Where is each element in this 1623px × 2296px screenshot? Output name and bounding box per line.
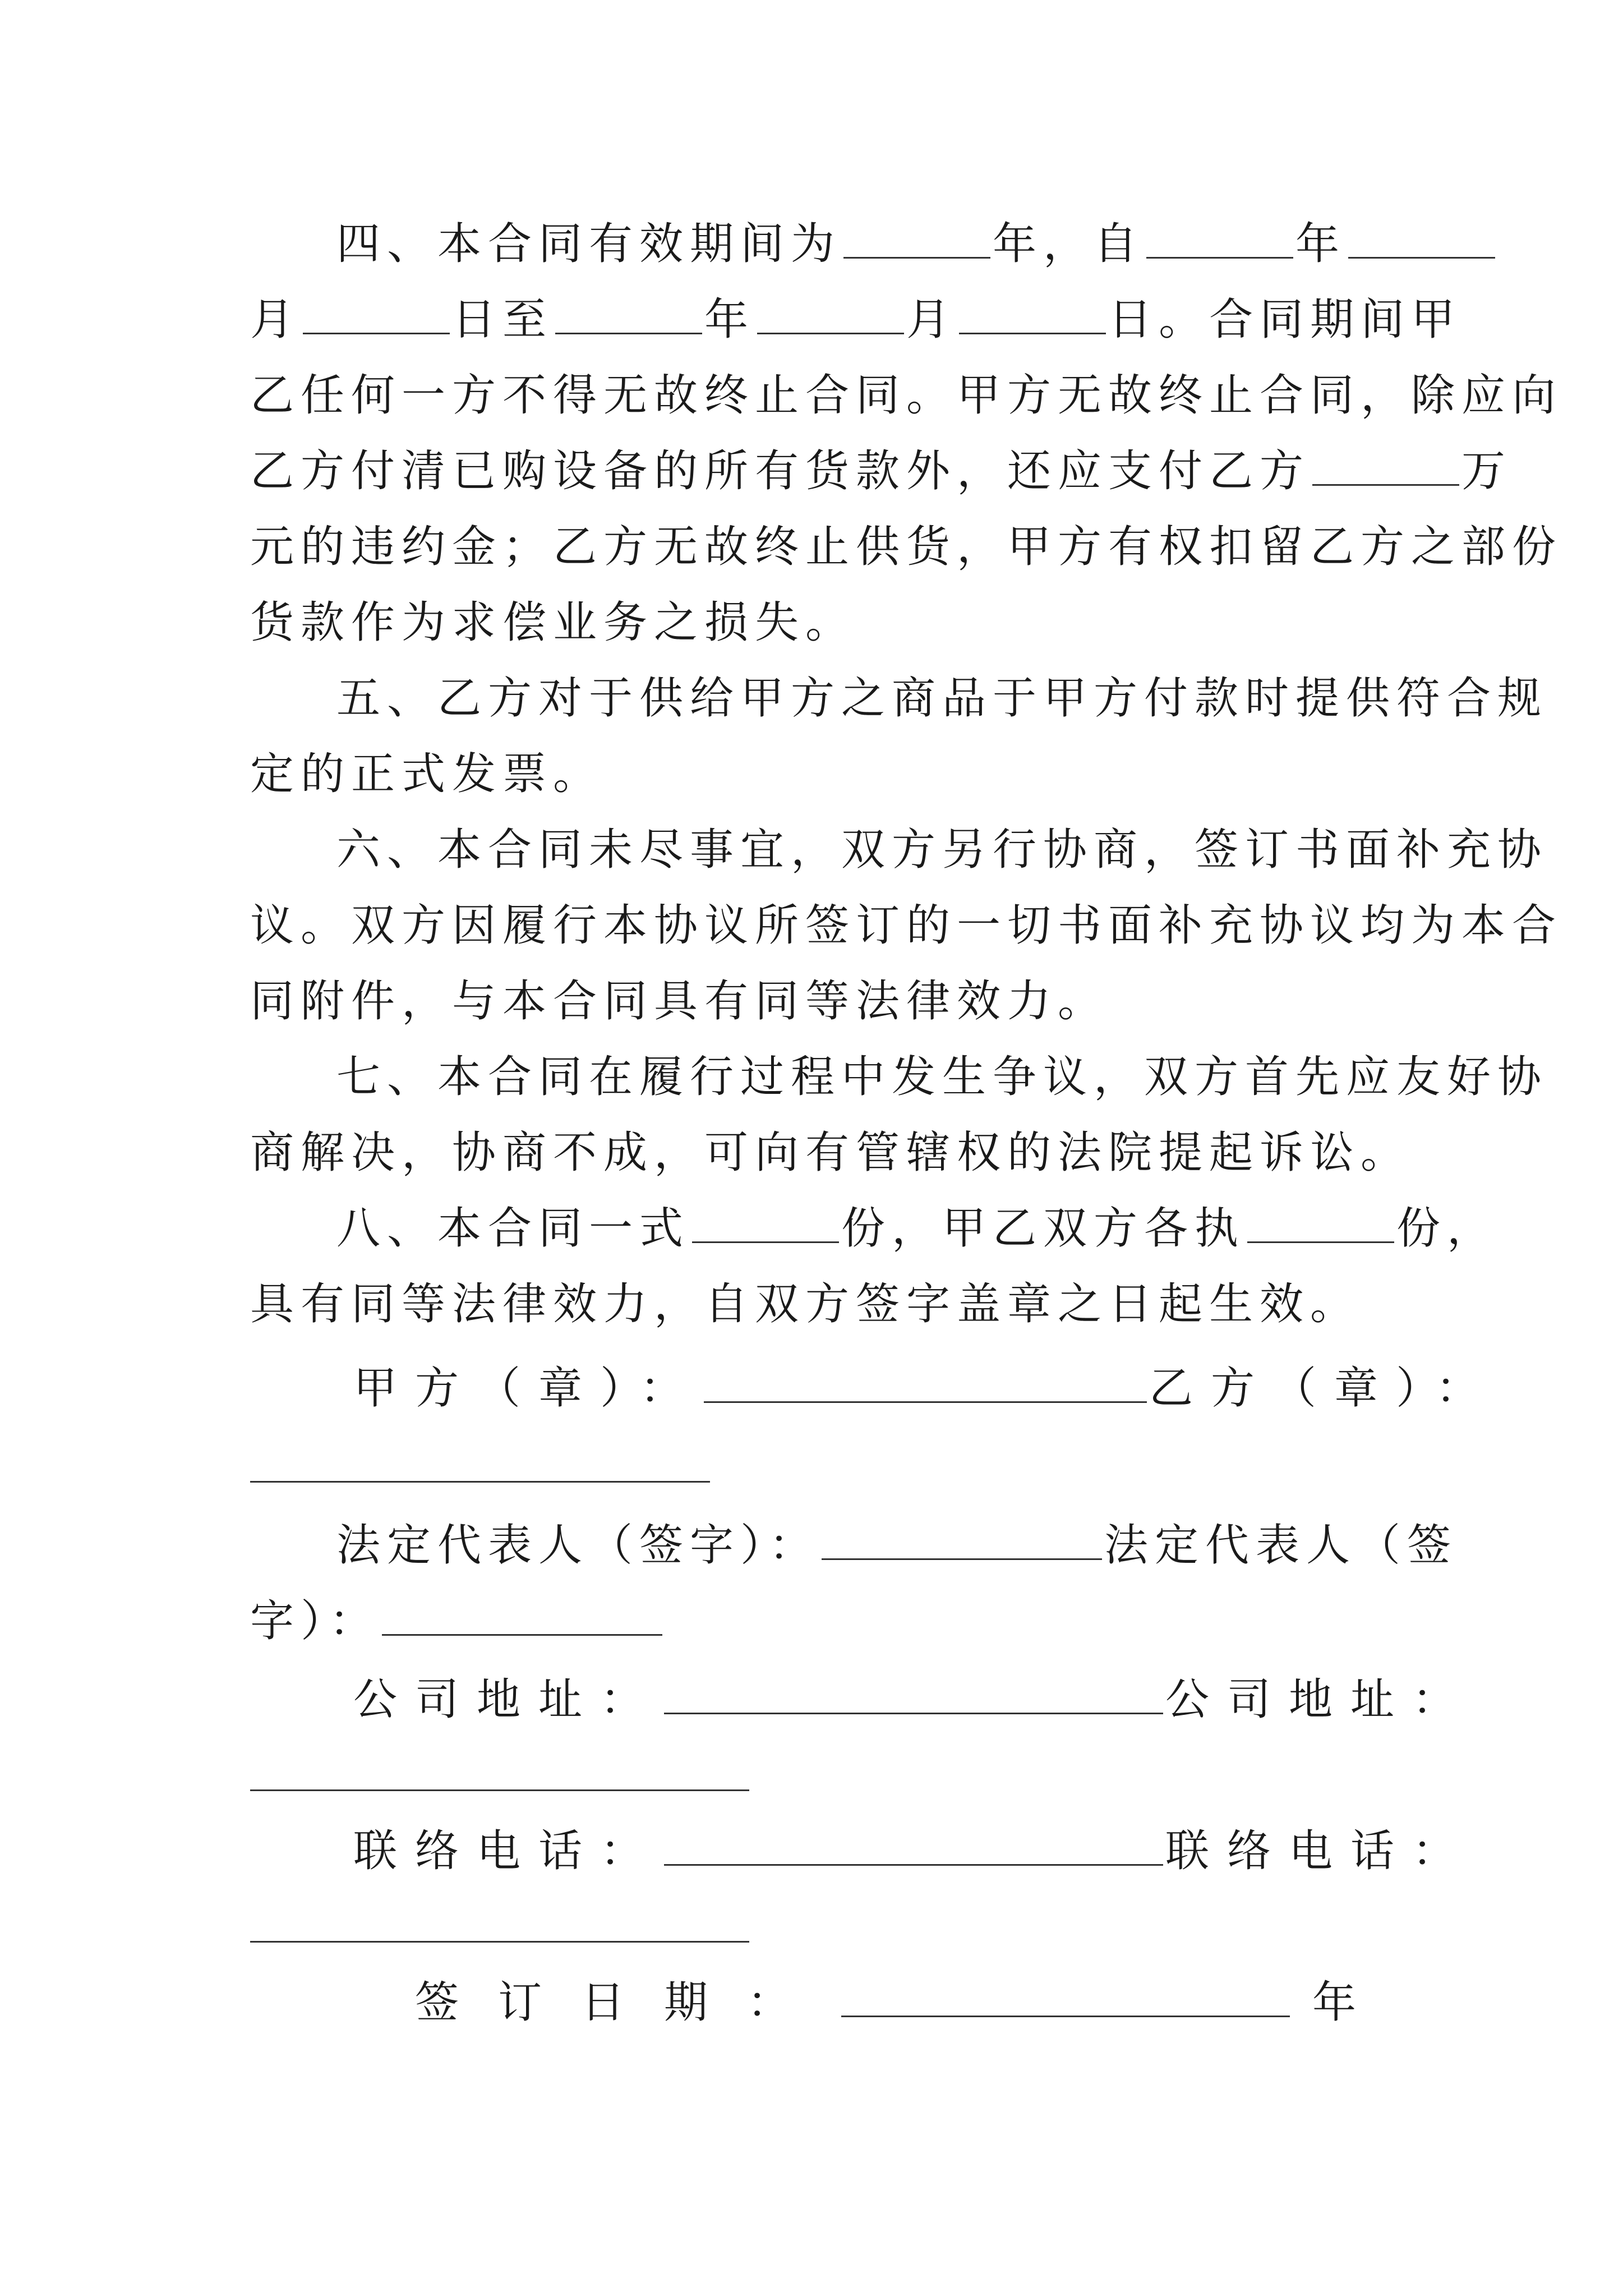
address-a-field[interactable] xyxy=(664,1679,1163,1714)
clause7-line1: 七、本合同在履行过程中发生争议，双方首先应友好协 xyxy=(336,1052,1548,1102)
legal-rep-a-field[interactable] xyxy=(822,1525,1102,1560)
copies-total-blank[interactable] xyxy=(692,1208,839,1243)
clause4-text: 四、本合同有效期间为 xyxy=(336,219,842,269)
legal-rep-b-field[interactable] xyxy=(382,1600,662,1636)
address-line xyxy=(353,1660,1474,1739)
clause4-line1: 四、本合同有效期间为 年，自 年 xyxy=(336,205,1497,283)
phone-a-label: 联络电话： xyxy=(353,1826,662,1876)
clause6-line3: 同附件，与本合同具有同等法律效力。 xyxy=(250,976,1109,1027)
clause5-line2: 定的正式发票。 xyxy=(250,749,604,799)
address-b-label: 公司地址： xyxy=(1165,1674,1474,1725)
party-b-seal-label: 乙方（章）： xyxy=(1149,1363,1498,1414)
clause6-line2: 议。双方因履行本协议所签订的一切书面补充协议均为本合 xyxy=(250,900,1563,951)
validity-years-blank[interactable] xyxy=(843,223,990,259)
clause4-line2: 月 日至 年 月 日。合同期间甲 xyxy=(250,295,1462,345)
party-a-seal-field[interactable] xyxy=(704,1368,1147,1403)
sign-date-field[interactable] xyxy=(841,1982,1290,2017)
clause8-line2: 具有同等法律效力，自双方签字盖章之日起生效。 xyxy=(250,1279,1361,1329)
clause4-line4: 乙方付清已购设备的所有货款外，还应支付乙方 万 xyxy=(250,446,1513,496)
phone-b-field[interactable] xyxy=(250,1941,749,1943)
clause4-line6: 货款作为求偿业务之损失。 xyxy=(250,597,856,648)
start-year-blank[interactable] xyxy=(1146,223,1293,259)
sign-date-line xyxy=(415,1963,1395,2042)
phone-line xyxy=(353,1812,1474,1890)
start-day-blank[interactable] xyxy=(303,299,450,334)
party-b-seal-field[interactable] xyxy=(250,1481,710,1483)
clause7-line2: 商解决，协商不成，可向有管辖权的法院提起诉讼。 xyxy=(250,1128,1412,1178)
end-year-blank[interactable] xyxy=(555,299,702,334)
clause6-line1: 六、本合同未尽事宜，双方另行协商，签订书面补充协 xyxy=(336,825,1548,875)
address-b-field[interactable] xyxy=(250,1789,749,1791)
copies-each-blank[interactable] xyxy=(1247,1208,1394,1243)
legal-rep-b-label: 法定代表人（签 xyxy=(1104,1520,1458,1571)
address-a-label: 公司地址： xyxy=(353,1674,662,1725)
penalty-amount-blank[interactable] xyxy=(1312,450,1459,486)
sign-date-label: 签订日期： xyxy=(415,1977,831,2028)
end-day-blank[interactable] xyxy=(959,299,1106,334)
end-month-blank[interactable] xyxy=(757,299,904,334)
phone-b-label: 联络电话： xyxy=(1165,1826,1474,1876)
legal-rep-a-label: 法定代表人（签字）： xyxy=(336,1520,820,1571)
start-month-blank[interactable] xyxy=(1348,223,1495,259)
year-label: 年 xyxy=(1312,1977,1396,2028)
legal-rep-line xyxy=(336,1506,1458,1585)
clause8-line1: 八、本合同一式 份，甲乙双方各执 份， xyxy=(336,1203,1498,1254)
phone-a-field[interactable] xyxy=(664,1830,1163,1866)
clause5-line1: 五、乙方对于供给甲方之商品于甲方付款时提供符合规 xyxy=(336,673,1548,724)
clause4-line5: 元的违约金；乙方无故终止供货，甲方有权扣留乙方之部份 xyxy=(250,522,1563,572)
legal-rep-b-line: 字）： xyxy=(250,1582,665,1660)
clause4-line3: 乙任何一方不得无故终止合同。甲方无故终止合同，除应向 xyxy=(250,370,1563,421)
party-seal-line xyxy=(353,1349,1497,1428)
party-a-seal-label: 甲方（章）： xyxy=(353,1363,702,1414)
